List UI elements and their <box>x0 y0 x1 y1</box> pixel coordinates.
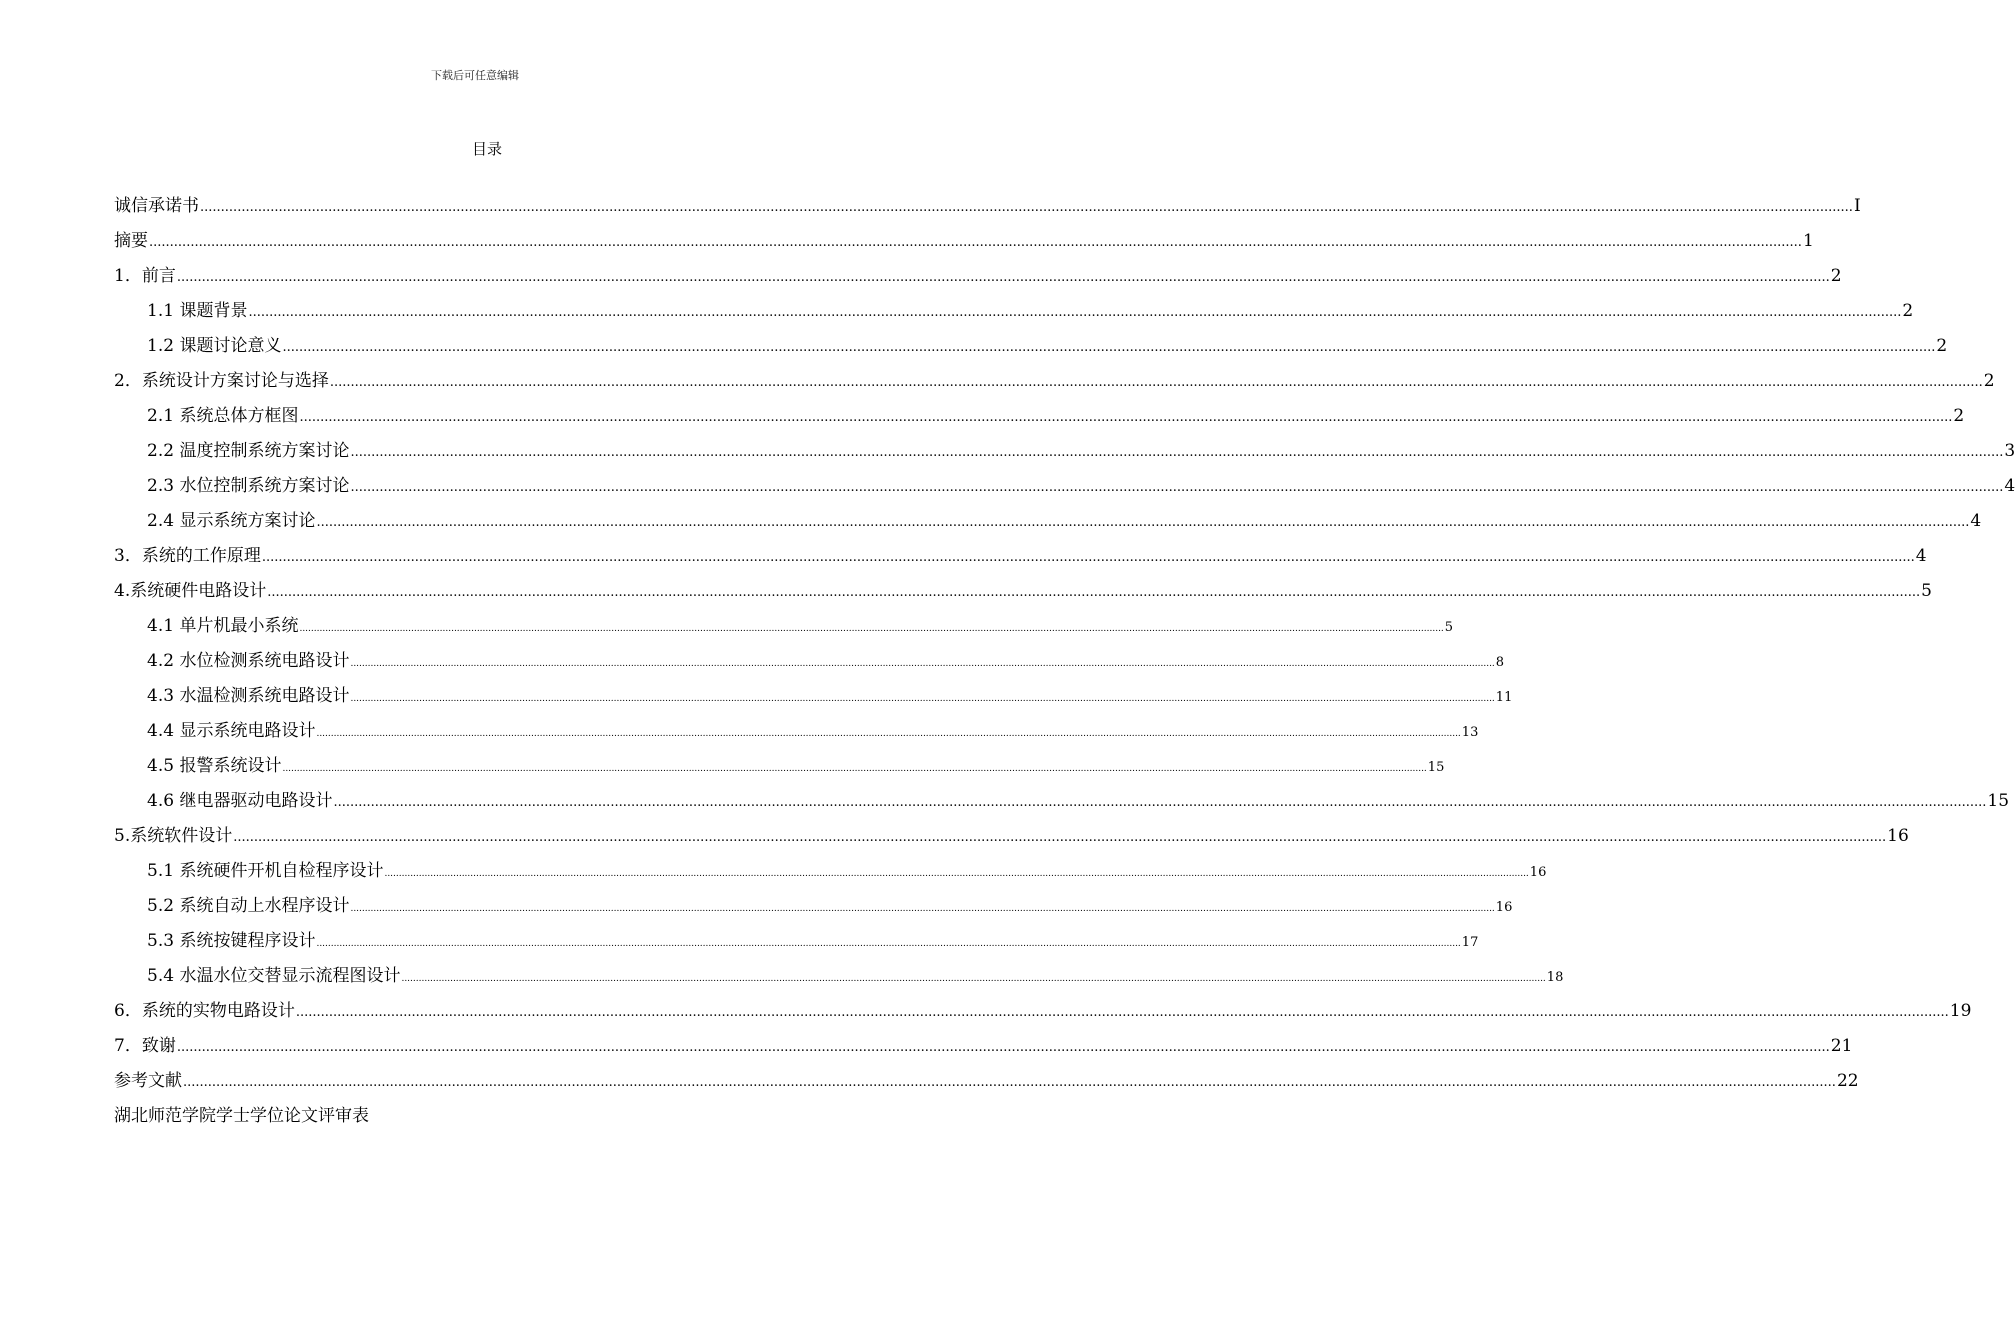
toc-entry-label: 4.5 报警系统设计 <box>147 756 282 776</box>
toc-entry-page: 15 <box>1427 760 1445 775</box>
toc-entry-label: 4.系统硬件电路设计 <box>114 581 267 601</box>
toc-entry[interactable] <box>114 893 1513 928</box>
toc-entry-page: 4 <box>1915 546 1927 566</box>
toc-leader-dots: ................................................................................................................................................................................................................................................................................................................................................................................................................ <box>183 1075 1836 1090</box>
toc-leader-dots: ................................................................................................................................................................................................................................................................................................................................................................................................................ <box>350 904 1495 914</box>
toc-entry-label: 6．系统的实物电路设计 <box>114 1001 295 1021</box>
toc-entry-label: 摘要 <box>114 231 148 251</box>
toc-leader-dots: ................................................................................................................................................................................................................................................................................................................................................................................................................ <box>233 830 1887 845</box>
toc-entry-page: 2 <box>1902 301 1914 321</box>
toc-leader-dots: ................................................................................................................................................................................................................................................................................................................................................................................................................ <box>316 939 1461 949</box>
toc-entry-page: 11 <box>1495 690 1513 705</box>
toc-entry[interactable] <box>114 508 1982 543</box>
toc-entry[interactable] <box>114 298 1914 333</box>
toc-entry[interactable] <box>114 473 2015 508</box>
toc-leader-dots: ................................................................................................................................................................................................................................................................................................................................................................................................................ <box>350 480 2004 495</box>
toc-entry-page: 21 <box>1830 1036 1853 1056</box>
toc-leader-dots: ................................................................................................................................................................................................................................................................................................................................................................................................................ <box>329 375 1983 390</box>
toc-leader-dots: ................................................................................................................................................................................................................................................................................................................................................................................................................ <box>282 764 1427 774</box>
toc-entry[interactable] <box>114 998 1972 1033</box>
toc-entry-label: 5.系统软件设计 <box>114 826 233 846</box>
toc-entry-label: 1．前言 <box>114 266 176 286</box>
toc-entry-label: 5.3 系统按键程序设计 <box>147 931 316 951</box>
toc-entry-page: 8 <box>1495 655 1505 670</box>
toc-entry-page: 2 <box>1953 406 1965 426</box>
toc-entry-page: 1 <box>1802 231 1814 251</box>
toc-entry-label: 2.1 系统总体方框图 <box>147 406 299 426</box>
toc-entry-label: 湖北师范学院学士学位论文评审表 <box>114 1106 369 1126</box>
toc-leader-dots: ................................................................................................................................................................................................................................................................................................................................................................................................................ <box>299 624 1444 634</box>
toc-entry-label: 2.4 显示系统方案讨论 <box>147 511 316 531</box>
toc-entry-page: 4 <box>1970 511 1982 531</box>
toc-entry-label: 2.2 温度控制系统方案讨论 <box>147 441 350 461</box>
toc-entry[interactable] <box>114 963 1564 998</box>
toc-entry-label: 1.2 课题讨论意义 <box>147 336 282 356</box>
toc-entry-label: 诚信承诺书 <box>114 196 199 216</box>
toc-entry[interactable] <box>114 753 1445 788</box>
toc-entry-page: 18 <box>1546 970 1564 985</box>
toc-entry-label: 4.6 继电器驱动电路设计 <box>147 791 333 811</box>
toc-entry-label: 4.2 水位检测系统电路设计 <box>147 651 350 671</box>
toc-leader-dots: ................................................................................................................................................................................................................................................................................................................................................................................................................ <box>316 729 1461 739</box>
toc-entry[interactable] <box>114 368 1995 403</box>
toc-entry-label: 5.4 水温水位交替显示流程图设计 <box>147 966 401 986</box>
toc-entry[interactable] <box>114 683 1513 718</box>
toc-entry-page: 15 <box>1987 791 2010 811</box>
toc-leader-dots: ................................................................................................................................................................................................................................................................................................................................................................................................................ <box>295 1005 1949 1020</box>
toc-entry-page: 13 <box>1461 725 1479 740</box>
page-header: 下载后可任意编辑 <box>431 69 519 82</box>
toc-leader-dots: ................................................................................................................................................................................................................................................................................................................................................................................................................ <box>176 1040 1830 1055</box>
toc-entry-label: 5.1 系统硬件开机自检程序设计 <box>147 861 384 881</box>
toc-entry[interactable] <box>114 1033 1853 1068</box>
toc-entry-label: 2.3 水位控制系统方案讨论 <box>147 476 350 496</box>
toc-entry-page: 22 <box>1836 1071 1859 1091</box>
toc-leader-dots: ................................................................................................................................................................................................................................................................................................................................................................................................................ <box>267 585 1921 600</box>
toc-entry[interactable] <box>114 438 2015 473</box>
toc-entry[interactable] <box>114 263 1842 298</box>
toc-leader-dots: ................................................................................................................................................................................................................................................................................................................................................................................................................ <box>176 270 1830 285</box>
toc-entry-label: 2．系统设计方案讨论与选择 <box>114 371 329 391</box>
toc-entry[interactable] <box>114 1068 1859 1103</box>
toc-entry-page: 17 <box>1461 935 1479 950</box>
toc-entry[interactable] <box>114 543 1927 578</box>
toc-entry-label: 参考文献 <box>114 1071 182 1091</box>
toc-entry[interactable] <box>114 788 2010 823</box>
toc-leader-dots: ................................................................................................................................................................................................................................................................................................................................................................................................................ <box>333 795 1987 810</box>
toc-entry[interactable] <box>114 333 1948 368</box>
toc-entry[interactable] <box>114 613 1454 648</box>
toc-entry-page: 16 <box>1887 826 1909 846</box>
toc-entry-label: 1.1 课题背景 <box>147 301 248 321</box>
toc-leader-dots: ................................................................................................................................................................................................................................................................................................................................................................................................................ <box>316 515 1970 530</box>
toc-entry[interactable] <box>114 928 1479 963</box>
toc-entry[interactable] <box>114 648 1505 683</box>
toc-entry[interactable] <box>114 403 1965 438</box>
toc-leader-dots: ................................................................................................................................................................................................................................................................................................................................................................................................................ <box>149 235 1802 250</box>
toc-title: 目录 <box>471 140 502 158</box>
toc-entry[interactable] <box>114 228 1814 263</box>
toc-entry-page: 2 <box>1830 266 1842 286</box>
toc-entry[interactable] <box>114 193 1861 228</box>
toc-entry-label: 3．系统的工作原理 <box>114 546 261 566</box>
toc-entry-label: 4.3 水温检测系统电路设计 <box>147 686 350 706</box>
toc-leader-dots: ................................................................................................................................................................................................................................................................................................................................................................................................................ <box>384 869 1529 879</box>
toc-entry-page: I <box>1853 196 1861 216</box>
toc-entry[interactable] <box>114 718 1479 753</box>
toc-entry-page: 16 <box>1495 900 1513 915</box>
toc-entry-page: 4 <box>2004 476 2015 496</box>
toc-entry-page: 2 <box>1936 336 1948 356</box>
toc-entry-label: 5.2 系统自动上水程序设计 <box>147 896 350 916</box>
toc-entry-label: 7．致谢 <box>114 1036 176 1056</box>
toc-entry[interactable] <box>114 823 1909 858</box>
toc-leader-dots: ................................................................................................................................................................................................................................................................................................................................................................................................................ <box>350 445 2004 460</box>
toc-leader-dots: ................................................................................................................................................................................................................................................................................................................................................................................................................ <box>200 200 1853 215</box>
toc-entry[interactable] <box>114 858 1547 893</box>
toc-entry-page: 5 <box>1444 620 1454 635</box>
toc-leader-dots: ................................................................................................................................................................................................................................................................................................................................................................................................................ <box>299 410 1953 425</box>
toc-entry-page: 5 <box>1921 581 1932 601</box>
toc-leader-dots: ................................................................................................................................................................................................................................................................................................................................................................................................................ <box>350 659 1495 669</box>
toc-leader-dots: ................................................................................................................................................................................................................................................................................................................................................................................................................ <box>248 305 1902 320</box>
toc-leader-dots: ................................................................................................................................................................................................................................................................................................................................................................................................................ <box>401 974 1546 984</box>
toc-leader-dots: ................................................................................................................................................................................................................................................................................................................................................................................................................ <box>350 694 1495 704</box>
toc-leader-dots: ................................................................................................................................................................................................................................................................................................................................................................................................................ <box>261 550 1915 565</box>
toc-entry-page: 19 <box>1949 1001 1972 1021</box>
toc-entry-page: 16 <box>1529 865 1547 880</box>
toc-entry-label: 4.1 单片机最小系统 <box>147 616 299 636</box>
toc-leader-dots: ................................................................................................................................................................................................................................................................................................................................................................................................................ <box>282 340 1936 355</box>
toc-entry[interactable] <box>114 578 1932 613</box>
toc-entry-label: 4.4 显示系统电路设计 <box>147 721 316 741</box>
toc-entry-review-form[interactable] <box>114 1103 860 1138</box>
table-of-contents <box>114 193 2015 1138</box>
toc-entry-page: 3 <box>2004 441 2015 461</box>
toc-entry-page: 2 <box>1983 371 1995 391</box>
